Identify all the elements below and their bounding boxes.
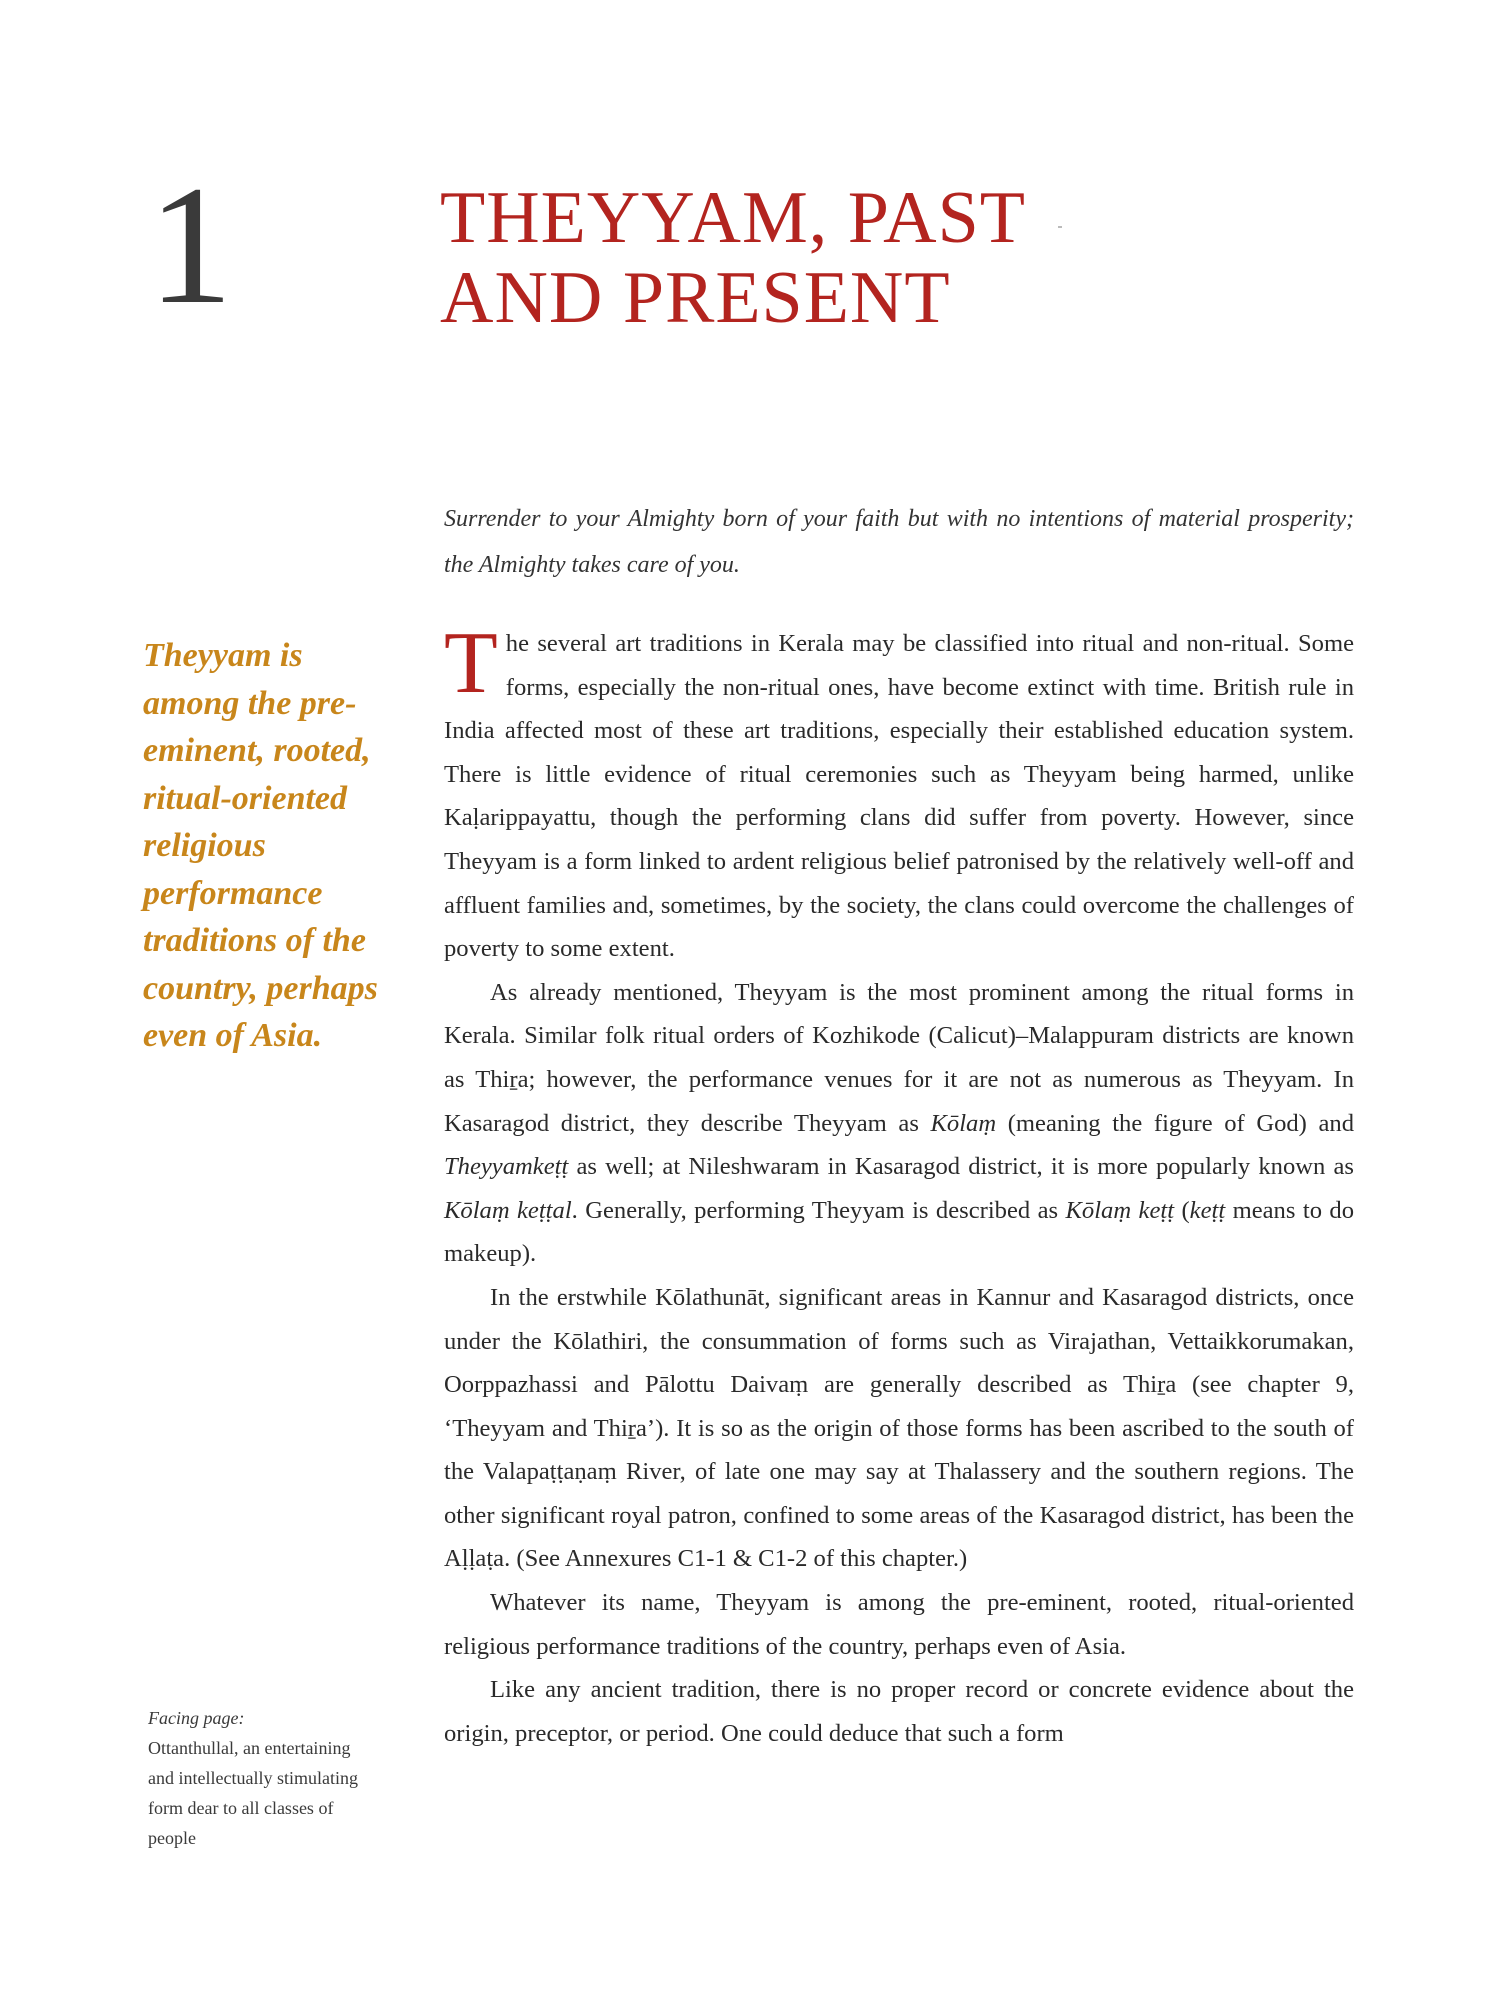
pull-quote: Theyyam is among the pre-eminent, rooted, ritual-oriented religious performance traditions of the country, perhaps even of Asia.: [143, 637, 378, 1054]
chapter-number: 1: [148, 151, 233, 339]
paragraph-5: Like any ancient tradition, there is no proper record or concrete evidence about the origin, preceptor, or period. One could deduce that such a form: [444, 1676, 1354, 1747]
paragraph-2-text-d: . Generally, performing Theyyam is described as: [571, 1196, 1066, 1224]
term-kolam: Kōlaṃ: [930, 1109, 997, 1137]
chapter-title-line-1: THEYYAM, PAST: [440, 177, 1026, 259]
caption-text: Ottanthullal, an entertaining and intellectually stimulating form dear to all classes of people: [148, 1738, 358, 1848]
paragraph-1-text: he several art traditions in Kerala may be classified into ritual and non-ritual. Some forms, especially the non-ritual ones, have become extinct with time. British rule in India affected most of these art traditions, especially their established education system. There is little evidence of ritual ceremonies such as Theyyam being harmed, unlike Kaḷarippayattu, though the performing clans did suffer from poverty. However, since Theyyam is a form linked to ardent religious belief patronised by the relatively well-off and affluent families and, sometimes, by the society, the clans could overcome the challenges of poverty to some extent.: [444, 630, 1354, 963]
paragraph-1: [444, 615, 1354, 971]
figure-caption: [148, 1703, 368, 1853]
paragraph-2-text-b: (meaning the figure of God) and: [996, 1109, 1354, 1137]
chapter-title: [440, 178, 1140, 338]
term-kolam-kett: Kōlaṃ keṭṭ: [1065, 1196, 1175, 1224]
paragraph-4: Whatever its name, Theyyam is among the pre-eminent, rooted, ritual-oriented religious performance traditions of the country, perhaps even of Asia.: [444, 1589, 1354, 1660]
drop-cap: T: [444, 615, 498, 712]
epigraph: Surrender to your Almighty born of your faith but with no intentions of material prosperity; the Almighty takes care of you.: [444, 506, 1354, 578]
paragraph-3: In the erstwhile Kōlathunāt, significant areas in Kannur and Kasaragod districts, once under the Kōlathiri, the consummation of forms such as Virajathan, Vettaikkorumakan, Oorppazhassi and Pālottu Daivaṃ are generally described as Thiṟa (see chapter 9, ‘Theyyam and Thiṟa’). It is so as the origin of those forms has been ascribed to the south of the Valapaṭṭaṇaṃ River, of late one may say at Thalassery and the southern regions. The other significant royal patron, confined to some areas of the Kasaragod district, has been the Aḷḷaṭa. (See Annexures C1-1 & C1-2 of this chapter.): [444, 1283, 1354, 1573]
paragraph-2: [444, 971, 1354, 1276]
paragraph-2-text-c: as well; at Nileshwaram in Kasaragod district, it is more popularly known as: [568, 1153, 1354, 1181]
body-text: [444, 615, 1355, 1755]
paragraph-2-text-e: (: [1174, 1196, 1190, 1224]
term-theyyamkett: Theyyamkeṭṭ: [444, 1153, 569, 1181]
paragraph-2-text-f: means to do makeup).: [444, 1196, 1355, 1268]
chapter-title-line-2: AND PRESENT: [440, 257, 951, 339]
paragraph-2-text-a: As already mentioned, Theyyam is the most prominent among the ritual forms in Kerala. Similar folk ritual orders of Kozhikode (Calicut)–Malappuram districts are known as Thiṟa; however, the performance venues for it are not as numerous as Theyyam. In Kasaragod district, they describe Theyyam as: [444, 978, 1354, 1137]
term-kett: keṭṭ: [1189, 1196, 1226, 1224]
caption-heading: Facing page:: [148, 1708, 245, 1728]
term-kolam-kettal: Kōlaṃ keṭṭal: [444, 1196, 572, 1224]
